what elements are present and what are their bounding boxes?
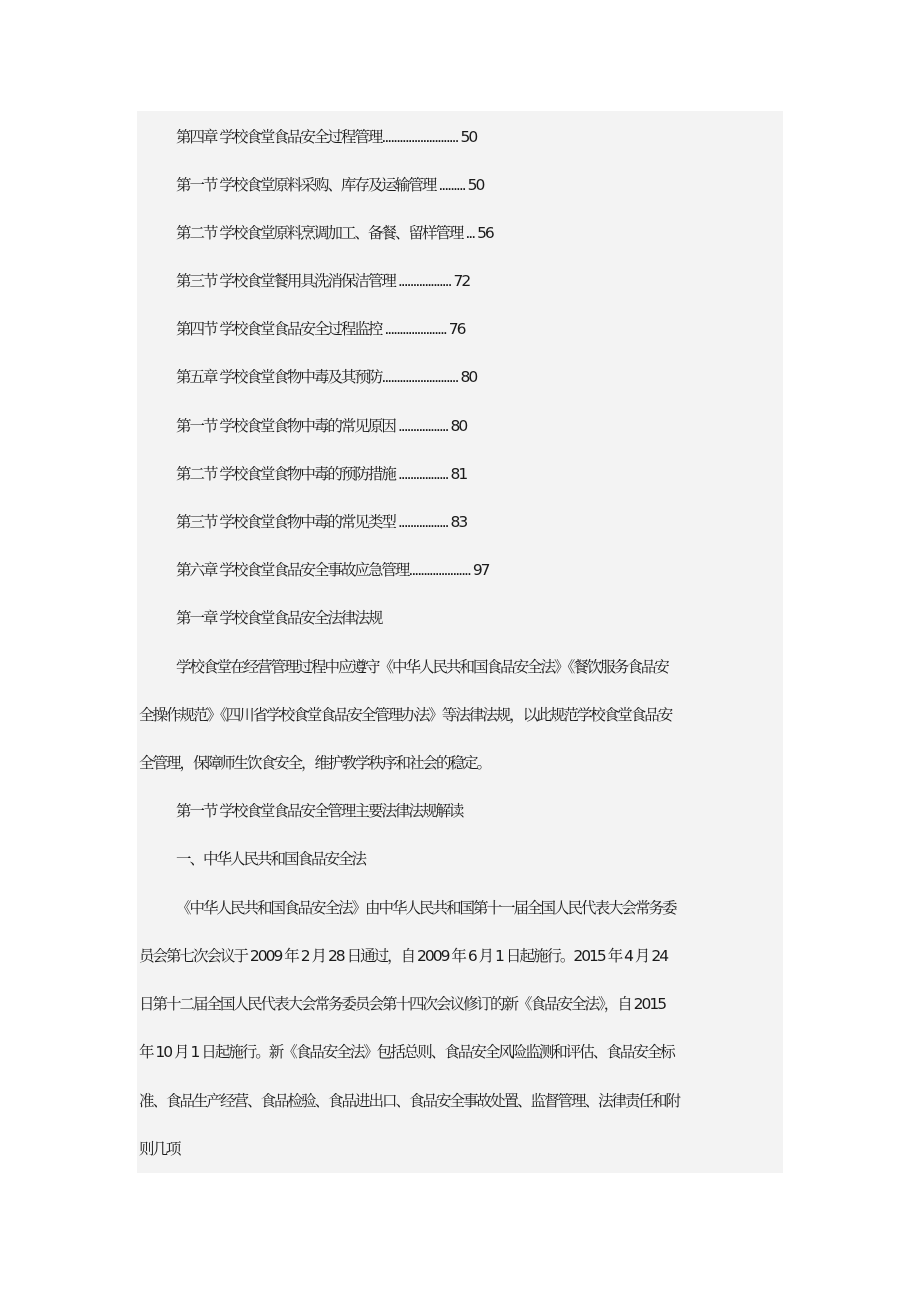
toc-entry: 第五章 学校食堂食物中毒及其预防.......................... 80: [176, 368, 477, 386]
toc-entry: 第三节 学校食堂餐用具洗消保洁管理 .................. 72: [176, 272, 470, 290]
toc-entry: 第二节 学校食堂原料烹调加工、备餐、留样管理 ... 56: [176, 224, 493, 242]
paragraph-line: 员会第七次会议于 2009 年 2 月 28 日通过，自 2009 年 6 月 1 日起施行。2015 年 4 月 24: [139, 947, 668, 965]
paragraph-line: 学校食堂在经营管理过程中应遵守《中华人民共和国食品安全法》《餐饮服务食品安: [176, 658, 668, 676]
toc-entry: 第四节 学校食堂食品安全过程监控 ..................... 76: [176, 320, 465, 338]
subsection-heading: 一、中华人民共和国食品安全法: [176, 850, 366, 868]
paragraph-line: 全管理，保障师生饮食安全，维护教学秩序和社会的稳定。: [139, 754, 491, 772]
paragraph-line: 日第十二届全国人民代表大会常务委员会第十四次会议修订的新《食品安全法》，自 2015: [139, 995, 666, 1013]
toc-entry: 第一节 学校食堂食物中毒的常见原因 ................. 80: [176, 417, 467, 435]
toc-entry: 第四章 学校食堂食品安全过程管理.......................... 50: [176, 128, 477, 146]
paragraph-line: 准、食品生产经营、食品检验、食品进出口、食品安全事故处置、监督管理、法律责任和附: [139, 1092, 680, 1110]
toc-entry: 第一节 学校食堂原料采购、库存及运输管理 ......... 50: [176, 176, 484, 194]
paragraph-line: 则几项: [139, 1140, 180, 1158]
document-page: [137, 111, 783, 1173]
paragraph-line: 《中华人民共和国食品安全法》由中华人民共和国第十一届全国人民代表大会常务委: [176, 899, 676, 917]
paragraph-line: 全操作规范》《四川省学校食堂食品安全管理办法》等法律法规，以此规范学校食堂食品安: [139, 706, 672, 724]
chapter-heading: 第一章 学校食堂食品安全法律法规: [176, 609, 382, 627]
toc-entry: 第二节 学校食堂食物中毒的预防措施 ................. 81: [176, 465, 467, 483]
toc-entry: 第六章 学校食堂食品安全事故应急管理..................... 97: [176, 561, 489, 579]
paragraph-line: 年 10 月 1 日起施行。新《食品安全法》包括总则、食品安全风险监测和评估、食品安全标: [139, 1043, 674, 1061]
toc-entry: 第三节 学校食堂食物中毒的常见类型 ................. 83: [176, 513, 467, 531]
section-heading: 第一节 学校食堂食品安全管理主要法律法规解读: [176, 802, 463, 820]
